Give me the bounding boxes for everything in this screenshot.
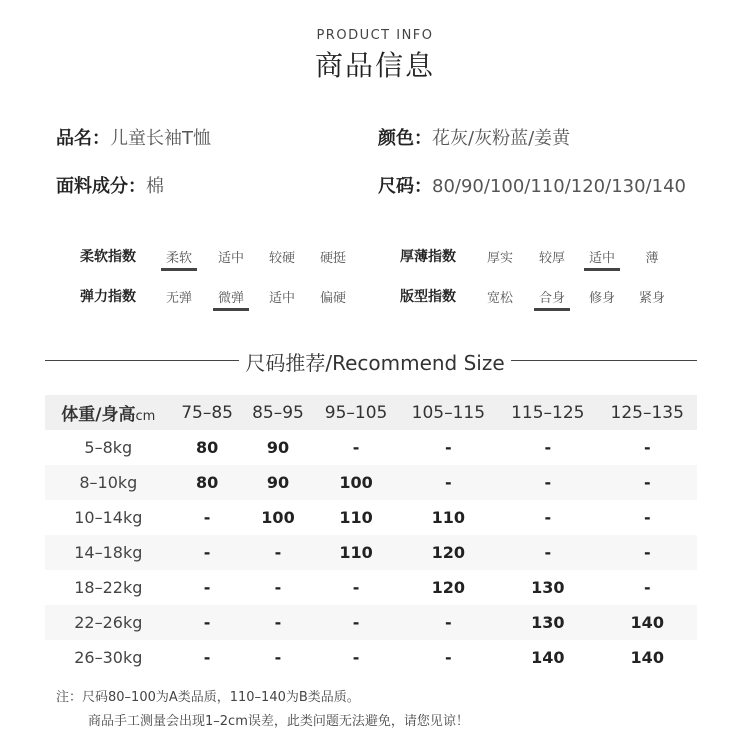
size-cell: 90: [243, 465, 314, 500]
size-cell: -: [274, 578, 282, 597]
table-row: [45, 605, 697, 640]
size-cell: 140: [598, 605, 697, 640]
size-cell: -: [172, 535, 243, 570]
table-row: [45, 430, 697, 465]
size-cell: -: [643, 508, 651, 527]
info-size-value: 80/90/100/110/120/130/140: [432, 176, 686, 197]
size-cell: -: [445, 648, 452, 667]
info-color-key: 颜色：: [378, 128, 432, 149]
size-cell: 100: [313, 465, 398, 500]
size-cell: -: [598, 465, 697, 500]
note-line-2: 商品手工测量会出现1–2cm误差，此类问题无法避免，请您见谅！: [88, 714, 469, 729]
indicator-elasticity-label: 弹力指数: [80, 289, 136, 305]
size-cell: -: [203, 648, 211, 667]
indicator-thickness-option: 适中: [584, 247, 620, 271]
size-cell: 110: [431, 508, 466, 527]
size-cell: 80: [195, 438, 219, 457]
size-cell: -: [243, 535, 314, 570]
section-title-text: 尺码推荐/Recommend Size: [239, 351, 510, 375]
info-size: [378, 172, 686, 198]
size-cell: 140: [630, 648, 664, 667]
size-cell: 120: [431, 578, 466, 597]
info-name: [56, 124, 211, 150]
size-cell: 100: [261, 508, 295, 527]
info-name-key: 品名：: [56, 128, 110, 149]
info-color: [378, 124, 570, 150]
table-row: [45, 535, 697, 570]
row-weight: 5–8kg: [84, 438, 133, 457]
table-header-height: 125–135: [598, 395, 697, 430]
size-cell: -: [172, 605, 243, 640]
row-weight: 8–10kg: [45, 465, 172, 500]
size-table-header: [45, 395, 697, 430]
size-cell: -: [544, 508, 552, 527]
size-cell: 90: [266, 438, 290, 457]
size-cell: -: [643, 438, 651, 457]
size-cell: -: [399, 465, 498, 500]
indicator-softness-label: 柔软指数: [80, 249, 136, 265]
size-cell: 130: [531, 578, 565, 597]
size-cell: -: [313, 605, 398, 640]
size-cell: -: [352, 438, 360, 457]
table-header-unit: cm: [135, 409, 156, 424]
header-zh-title: 商品信息: [314, 49, 435, 82]
table-header-height: 75–85: [172, 395, 243, 430]
size-cell: 140: [531, 648, 565, 667]
indicator-thickness-option: 薄: [645, 251, 659, 266]
table-header-height: 85–95: [243, 395, 314, 430]
indicator-elasticity-option: 无弹: [165, 291, 192, 306]
row-weight: 10–14kg: [74, 508, 143, 527]
indicator-softness-option: 硬挺: [319, 251, 346, 266]
indicator-softness-option: 柔软: [161, 247, 197, 271]
size-cell: 120: [399, 535, 498, 570]
size-cell: 110: [313, 535, 398, 570]
table-row: [45, 500, 697, 535]
indicator-fit-option: 合身: [534, 287, 570, 311]
row-weight: 18–22kg: [74, 578, 143, 597]
indicator-fit-option: 宽松: [486, 291, 513, 306]
size-cell: 110: [339, 508, 373, 527]
size-cell: -: [274, 648, 282, 667]
size-cell: -: [399, 605, 498, 640]
info-fabric-key: 面料成分：: [56, 176, 146, 197]
info-fabric: [56, 172, 164, 198]
row-weight: 14–18kg: [45, 535, 172, 570]
indicator-fit-option: 紧身: [638, 291, 665, 306]
size-table: [45, 395, 697, 675]
size-cell: 130: [498, 605, 597, 640]
size-cell: -: [352, 578, 360, 597]
size-cell: -: [544, 438, 552, 457]
indicator-thickness-option: 较厚: [538, 251, 565, 266]
info-fabric-value: 棉: [146, 176, 164, 197]
table-row: [45, 570, 697, 605]
row-weight: 26–30kg: [74, 648, 143, 667]
indicator-thickness-option: 厚实: [486, 251, 513, 266]
size-cell: -: [498, 535, 597, 570]
indicator-elasticity-option: 适中: [268, 291, 295, 306]
header-en-title: PRODUCT INFO: [316, 28, 434, 43]
indicator-softness-option: 适中: [217, 251, 244, 266]
size-cell: -: [445, 438, 452, 457]
indicator-fit-label: 版型指数: [400, 289, 456, 305]
table-header-height: 115–125: [498, 395, 597, 430]
info-size-key: 尺码：: [378, 176, 432, 197]
table-header-weight-height: [45, 395, 172, 430]
indicator-fit-option: 修身: [588, 291, 615, 306]
table-header-main: 体重/身高: [61, 405, 136, 425]
size-cell: 80: [172, 465, 243, 500]
size-cell: -: [598, 535, 697, 570]
table-header-height: 105–115: [399, 395, 498, 430]
indicator-thickness-label: 厚薄指数: [400, 249, 456, 265]
info-name-value: 儿童长袖T恤: [110, 128, 211, 149]
row-weight: 22–26kg: [45, 605, 172, 640]
indicator-softness-option: 较硬: [268, 251, 295, 266]
size-cell: -: [243, 605, 314, 640]
size-cell: -: [643, 578, 651, 597]
size-cell: -: [203, 578, 211, 597]
table-header-height: 95–105: [313, 395, 398, 430]
table-row: [45, 640, 697, 675]
table-row: [45, 465, 697, 500]
indicator-elasticity-option: 微弹: [213, 287, 249, 311]
size-cell: -: [352, 648, 360, 667]
info-color-value: 花灰/灰粉蓝/姜黄: [432, 128, 571, 149]
size-cell: -: [498, 465, 597, 500]
size-cell: -: [203, 508, 211, 527]
indicator-elasticity-option: 偏硬: [319, 291, 346, 306]
note-line-1: 注：尺码80–100为A类品质，110–140为B类品质。: [56, 690, 360, 705]
section-title: [0, 347, 750, 376]
